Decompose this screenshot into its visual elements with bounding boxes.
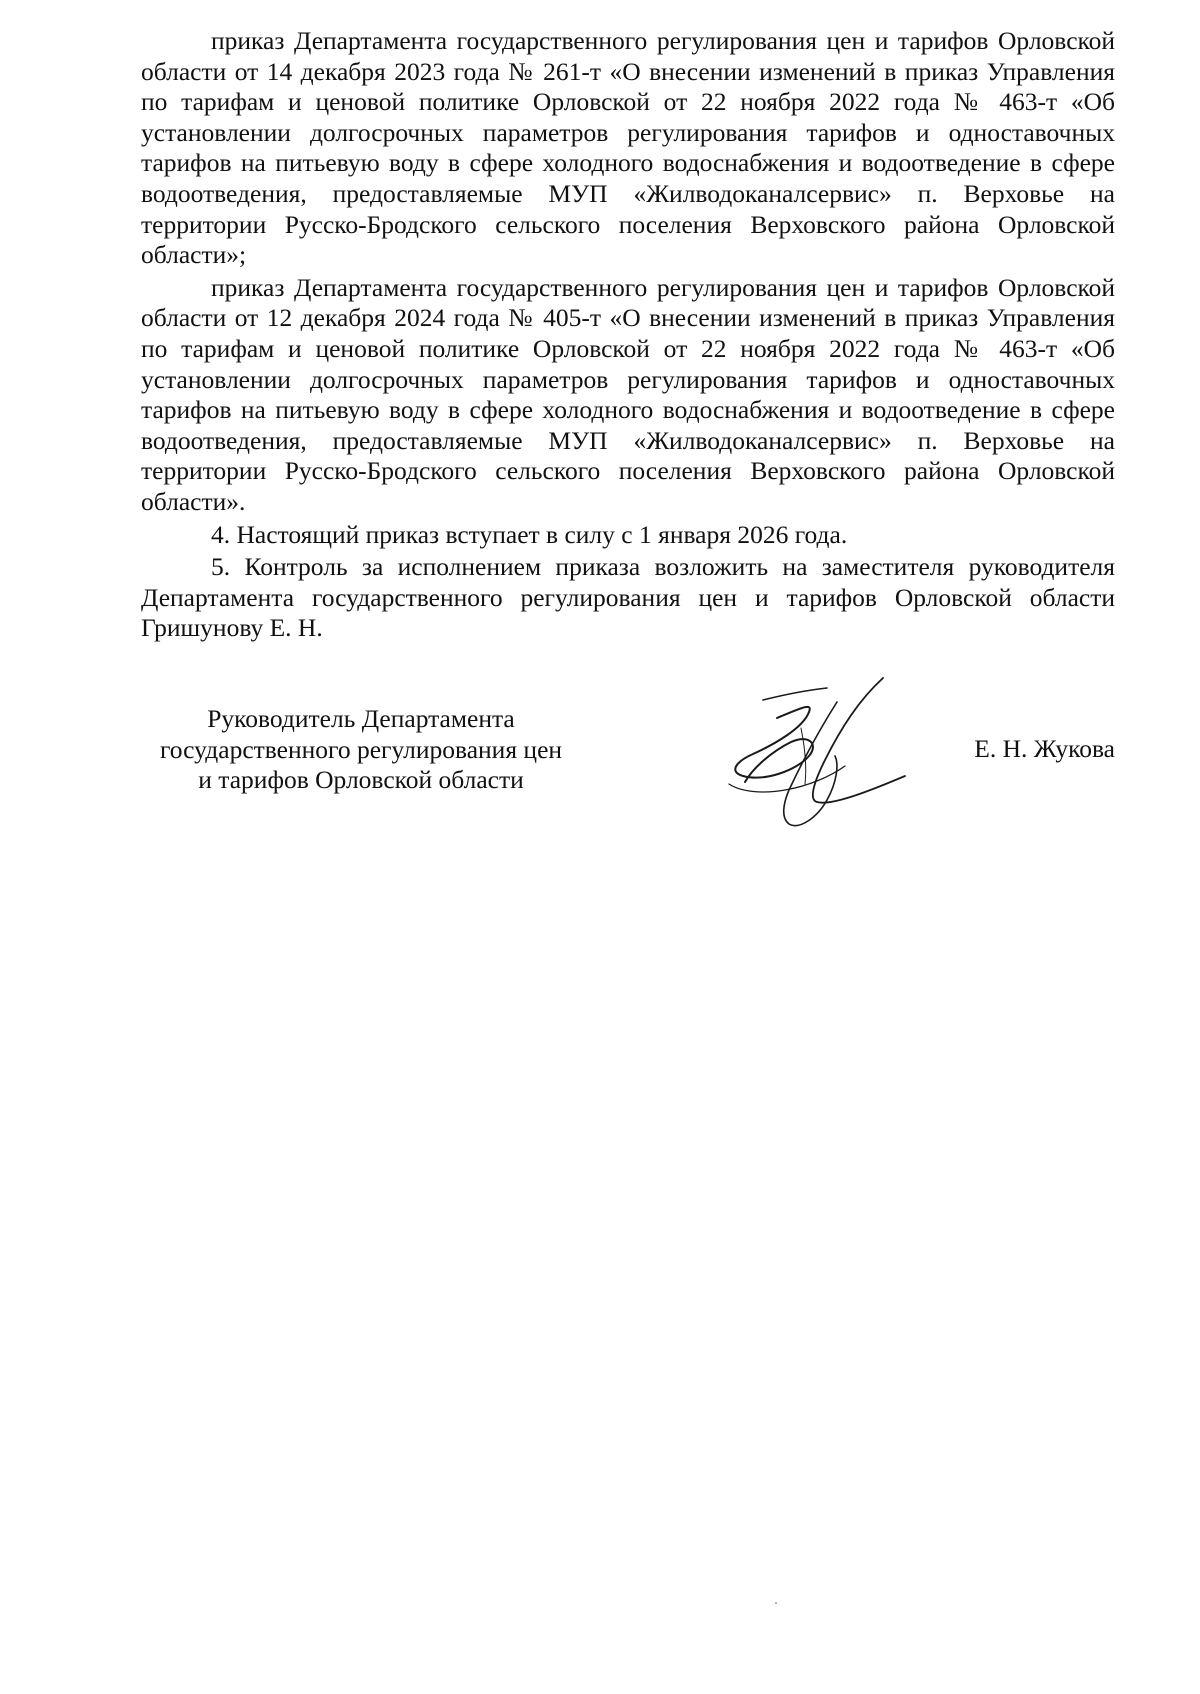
scan-artifact-dot bbox=[775, 1602, 777, 1604]
handwritten-signature-icon bbox=[705, 672, 925, 832]
paragraph-control: 5. Контроль за исполнением приказа возложить на заместителя руководителя Департамента государственного регулирования цен и тарифов Орловской области Гришунову Е. Н. bbox=[141, 552, 1115, 643]
document-body bbox=[141, 26, 1115, 644]
signer-title-line: и тарифов Орловской области bbox=[198, 765, 524, 795]
paragraph-order-405t: приказ Департамента государственного регулирования цен и тарифов Орловской области от 12 декабря 2024 года № 405-т «О внесении изменений в приказ Управления по тарифам и ценовой политике Орловской от 22 ноября 2022 года № 463-т «Об установлении долгосрочных параметров регулирования тарифов и одноставочных тарифов на питьевую воду в сфере холодного водоснабжения и водоотведение в сфере водоотведения, предоставляемые МУП «Жилводоканалсервис» п. Верховье на территории Русско-Бродского сельского поселения Верховского района Орловской области». bbox=[141, 272, 1115, 516]
paragraph-effective-date: 4. Настоящий приказ вступает в силу с 1 января 2026 года. bbox=[211, 519, 848, 549]
paragraph-order-261t: приказ Департамента государственного регулирования цен и тарифов Орловской области от 14 декабря 2023 года № 261-т «О внесении изменений в приказ Управления по тарифам и ценовой политике Орловской от 22 ноября 2022 года № 463-т «Об установлении долгосрочных параметров регулирования тарифов и одноставочных тарифов на питьевую воду в сфере холодного водоснабжения и водоотведение в сфере водоотведения, предоставляемые МУП «Жилводоканалсервис» п. Верховье на территории Русско-Бродского сельского поселения Верховского района Орловской области»; bbox=[141, 26, 1115, 270]
signer-title-line: Руководитель Департамента bbox=[207, 704, 515, 733]
signer-title-line: государственного регулирования цен bbox=[159, 734, 563, 764]
signature-block bbox=[0, 672, 1200, 832]
signer-name: Е. Н. Жукова bbox=[974, 734, 1115, 763]
signer-title bbox=[141, 704, 581, 796]
